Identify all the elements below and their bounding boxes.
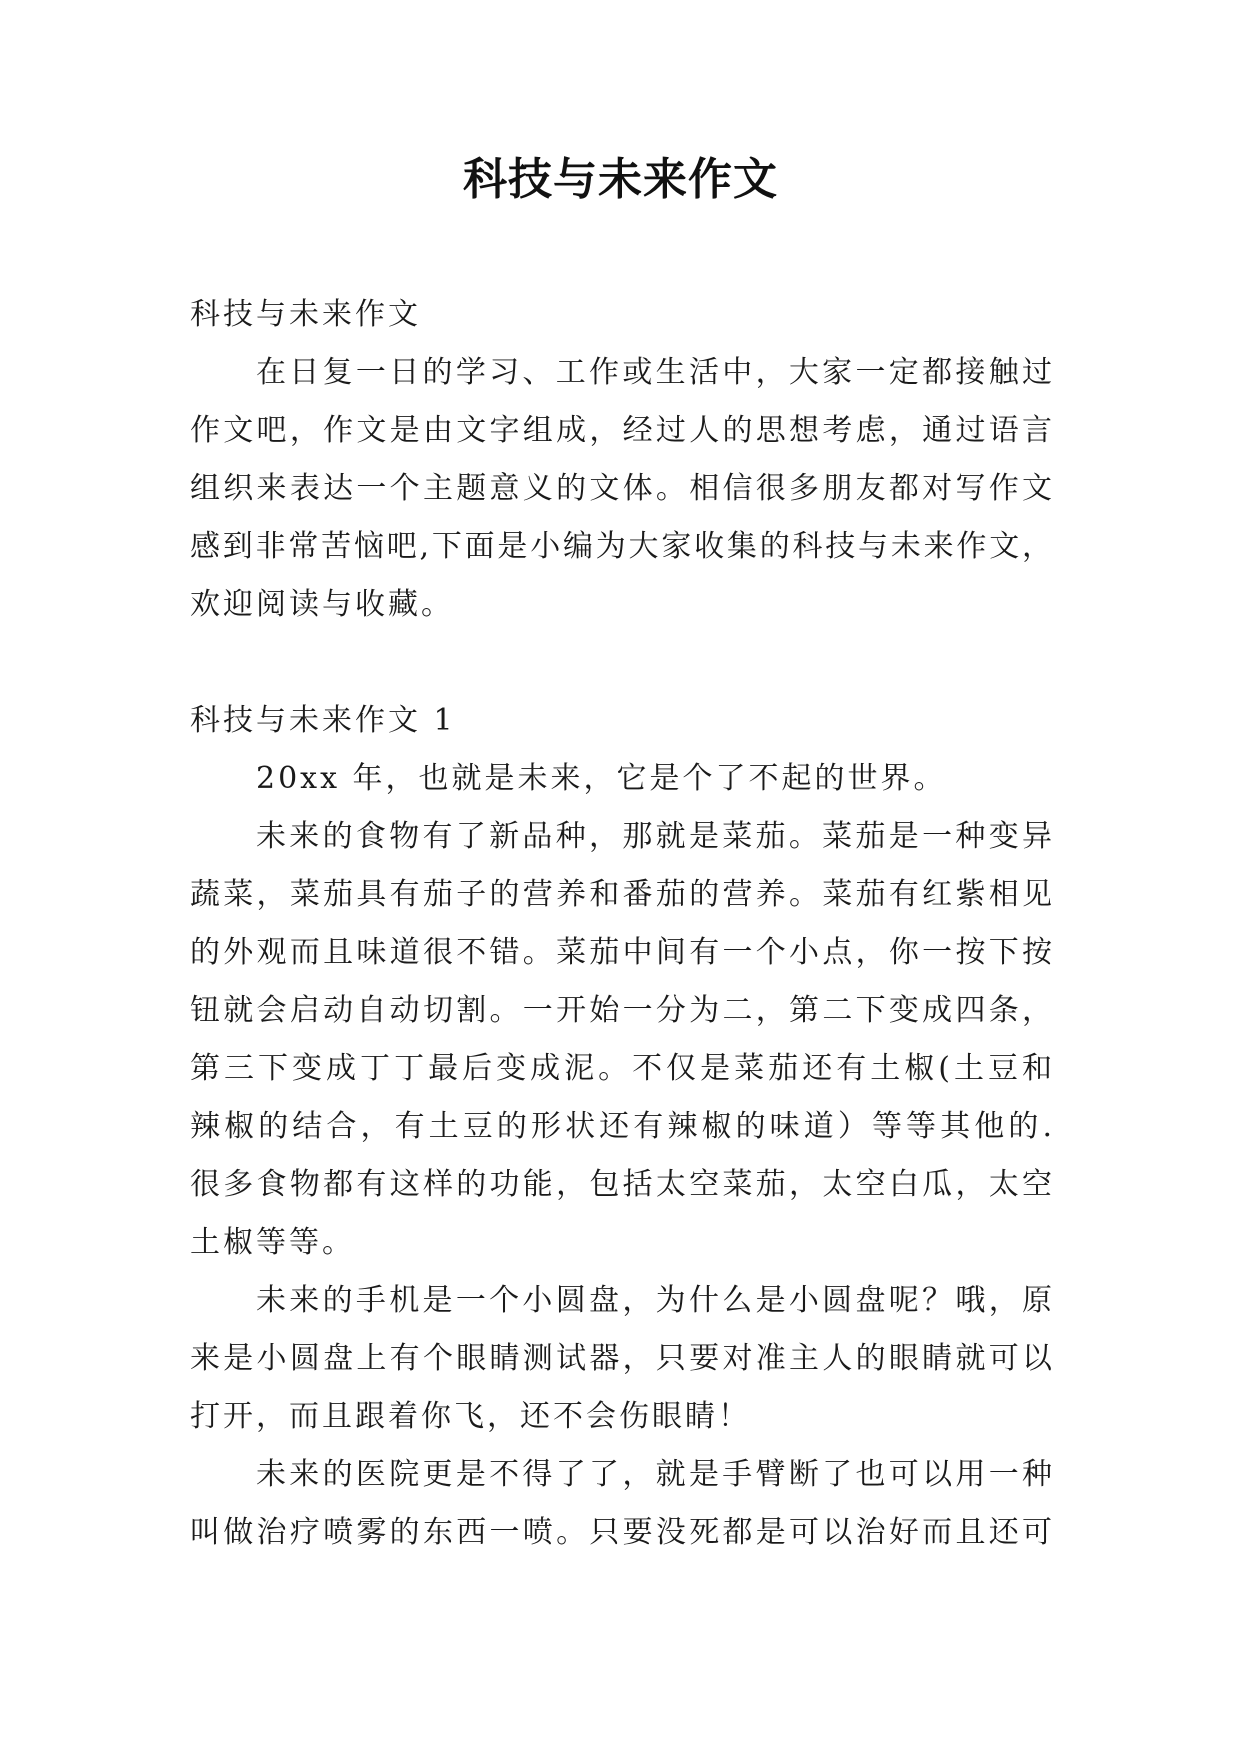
paragraph-line: 叫做治疗喷雾的东西一喷。只要没死都是可以治好而且还可 [190, 1515, 1052, 1550]
paragraph-line: 的外观而且味道很不错。菜茄中间有一个小点，你一按下按 [190, 935, 1052, 970]
paragraph-line: 土椒等等。 [190, 1225, 355, 1260]
document-title: 科技与未来作文 [463, 154, 778, 205]
intro-line: 在日复一日的学习、工作或生活中，大家一定都接触过 [256, 355, 1052, 390]
paragraph-line: 辣椒的结合，有土豆的形状还有辣椒的味道）等等其他的. [190, 1109, 1052, 1144]
paragraph-line: 蔬菜，菜茄具有茄子的营养和番茄的营养。菜茄有红紫相见 [190, 877, 1052, 912]
paragraph-line: 未来的医院更是不得了了，就是手臂断了也可以用一种 [256, 1457, 1052, 1492]
essay-heading: 科技与未来作文 1 [190, 703, 456, 738]
paragraph-line: 来是小圆盘上有个眼睛测试器，只要对准主人的眼睛就可以 [190, 1341, 1052, 1376]
intro-heading: 科技与未来作文 [190, 297, 421, 332]
paragraph-line: 未来的食物有了新品种，那就是菜茄。菜茄是一种变异 [256, 819, 1052, 854]
paragraph-line: 打开，而且跟着你飞，还不会伤眼睛！ [190, 1399, 751, 1434]
intro-line: 组织来表达一个主题意义的文体。相信很多朋友都对写作文 [190, 471, 1052, 506]
intro-line: 作文吧，作文是由文字组成，经过人的思想考虑，通过语言 [190, 413, 1052, 448]
paragraph-line: 钮就会启动自动切割。一开始一分为二，第二下变成四条， [190, 993, 1052, 1028]
paragraph-line: 未来的手机是一个小圆盘，为什么是小圆盘呢？哦，原 [256, 1283, 1052, 1318]
paragraph-line: 第三下变成丁丁最后变成泥。不仅是菜茄还有土椒(土豆和 [190, 1051, 1052, 1086]
document-body [190, 286, 1052, 1562]
section-gap [190, 634, 1052, 692]
intro-line: 感到非常苦恼吧,下面是小编为大家收集的科技与未来作文， [190, 529, 1052, 564]
paragraph-line: 20xx 年，也就是未来，它是个了不起的世界。 [256, 761, 947, 796]
paragraph-line: 很多食物都有这样的功能，包括太空菜茄，太空白瓜，太空 [190, 1167, 1052, 1202]
intro-line: 欢迎阅读与收藏。 [190, 587, 454, 622]
